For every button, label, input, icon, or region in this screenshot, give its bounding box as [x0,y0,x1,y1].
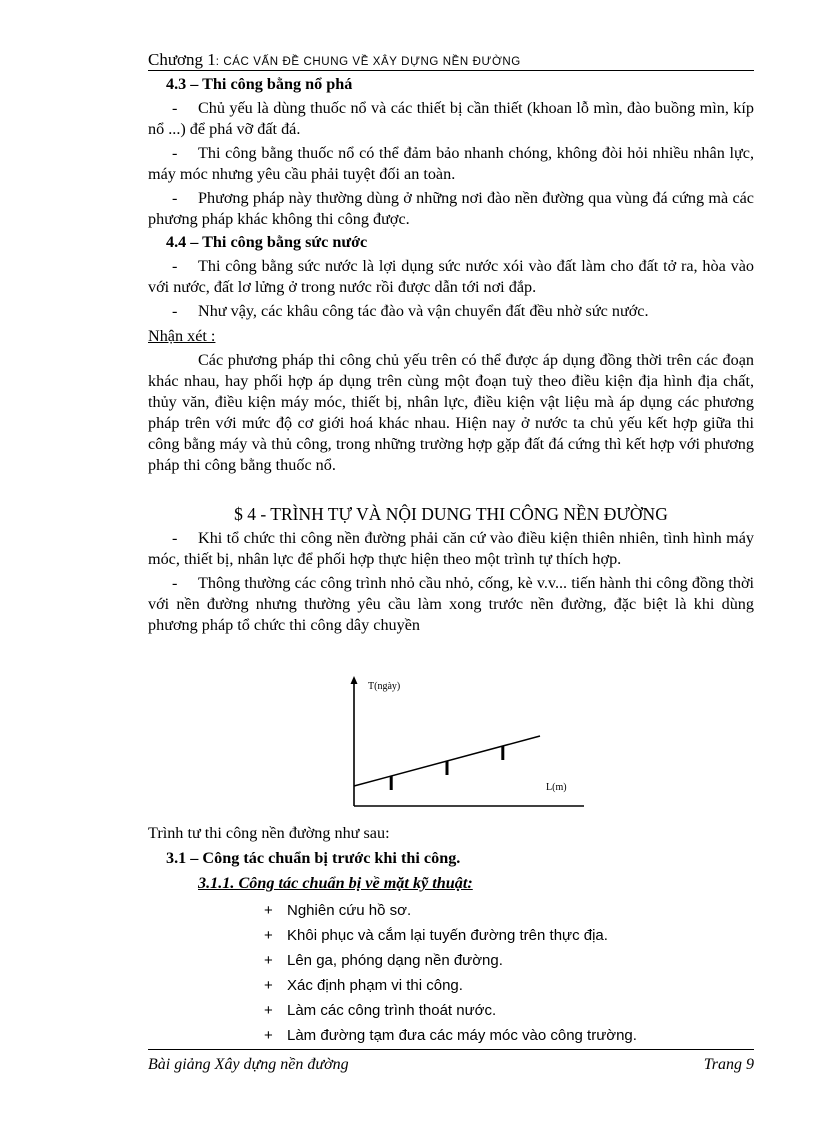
plus-bullet: + [264,902,273,919]
dash-bullet: - [172,99,178,117]
list-item: + Làm đường tạm đưa các máy móc vào công trường. [148,1023,754,1048]
x-axis-label: L(m) [546,782,567,793]
list-item: - Như vậy, các khâu công tác đào và vận chuyển đất đều nhờ sức nước. [148,301,754,322]
plus-bullet: + [264,1002,273,1019]
heading-4-4: 4.4 – Thi công bằng sức nước [166,233,368,251]
list-item: - Thông thường các công trình nhỏ cầu nhỏ, cống, kè v.v... tiến hành thi công đồng thời với nền đường nhưng thường yêu cầu làm xong trước nền đường, đặc biệt là khi dùng phương pháp tổ chức thi công dây chuyền [148,574,754,634]
dash-bullet: - [172,302,178,320]
list-item: - Thi công bằng thuốc nổ có thể đảm bảo nhanh chóng, không đòi hỏi nhiều nhân lực, máy móc nhưng yêu cầu phải tuyệt đối an toàn. [148,144,754,183]
sequence-intro: Trình tư thi công nền đường như sau: [148,824,390,842]
technical-prep-list [148,898,754,1048]
list-item: - Khi tổ chức thi công nền đường phải căn cứ vào điều kiện thiên nhiên, tình hình máy móc, thiết bị, nhân lực để phối hợp thực hiện theo một trình tự thích hợp. [148,529,754,568]
remark-label: Nhận xét : [148,327,216,345]
remark-paragraph: Các phương pháp thi công chủ yếu trên có thể được áp dụng đồng thời trên các đoạn khác nhau, hay phối hợp áp dụng trên cùng một đoạn tuỳ theo điều kiện địa hình địa chất, thủy văn, điều kiện máy móc, thiết bị, nhân lực, điều kiện vật liệu mà áp dụng các phương pháp trên với mức độ cơ giới hoá khác nhau. Hiện nay ở nước ta chủ yếu kết hợp giữa thi công bằng máy và thủ công, trong những trường hợp gặp đất đá cứng thì kết hợp với phương pháp thi công bằng thuốc nổ. [148,351,754,474]
list-item: - Chủ yếu là dùng thuốc nổ và các thiết bị cần thiết (khoan lỗ mìn, đào buồng mìn, kíp nổ ...) để phá vỡ đất đá. [148,99,754,138]
dash-bullet: - [172,574,178,592]
main-content [148,72,754,636]
plus-bullet: + [264,927,273,944]
plus-bullet: + [264,952,273,969]
y-axis-label: T(ngày) [368,681,401,692]
y-axis-arrow [351,676,358,684]
sequence-section [148,823,754,1048]
plus-bullet: + [264,1027,273,1044]
list-item: + Xác định phạm vi thi công. [148,973,754,998]
list-item: - Phương pháp này thường dùng ở những nơi đào nền đường qua vùng đá cứng mà các phương pháp khác không thi công được. [148,189,754,228]
plus-bullet: + [264,977,273,994]
page-footer [148,1049,754,1077]
section-4-title: $ 4 - TRÌNH TỰ VÀ NỘI DUNG THI CÔNG NỀN ĐƯỜNG [234,504,668,524]
heading-4-3: 4.3 – Thi công bằng nổ phá [166,75,353,93]
dash-bullet: - [172,144,178,162]
page-number: Trang 9 [703,1056,754,1073]
footer-course-title: Bài giảng Xây dựng nền đường [148,1056,349,1073]
heading-3-1: 3.1 – Công tác chuẩn bị trước khi thi công. [166,849,461,867]
page-header [148,50,754,71]
heading-3-1-1: 3.1.1. Công tác chuẩn bị về mặt kỹ thuật: [198,874,473,892]
page [148,0,754,1123]
chapter-title: : CÁC VẤN ĐỀ CHUNG VỀ XÂY DỰNG NỀN ĐƯỜNG [215,56,521,68]
list-item: + Lên ga, phóng dạng nền đường. [148,948,754,973]
list-item: + Nghiên cứu hồ sơ. [148,898,754,923]
schedule-chart [348,672,588,812]
list-item: - Thi công bằng sức nước là lợi dụng sức nước xói vào đất làm cho đất tở ra, hòa vào với nước, đất lơ lửng ở trong nước rồi được dẫn tới nơi đắp. [148,257,754,296]
list-item: + Khôi phục và cắm lại tuyến đường trên thực địa. [148,923,754,948]
dash-bullet: - [172,189,178,207]
chapter-label: Chương 1 [148,50,216,69]
dash-bullet: - [172,529,178,547]
list-item: + Làm các công trình thoát nước. [148,998,754,1023]
dash-bullet: - [172,257,178,275]
